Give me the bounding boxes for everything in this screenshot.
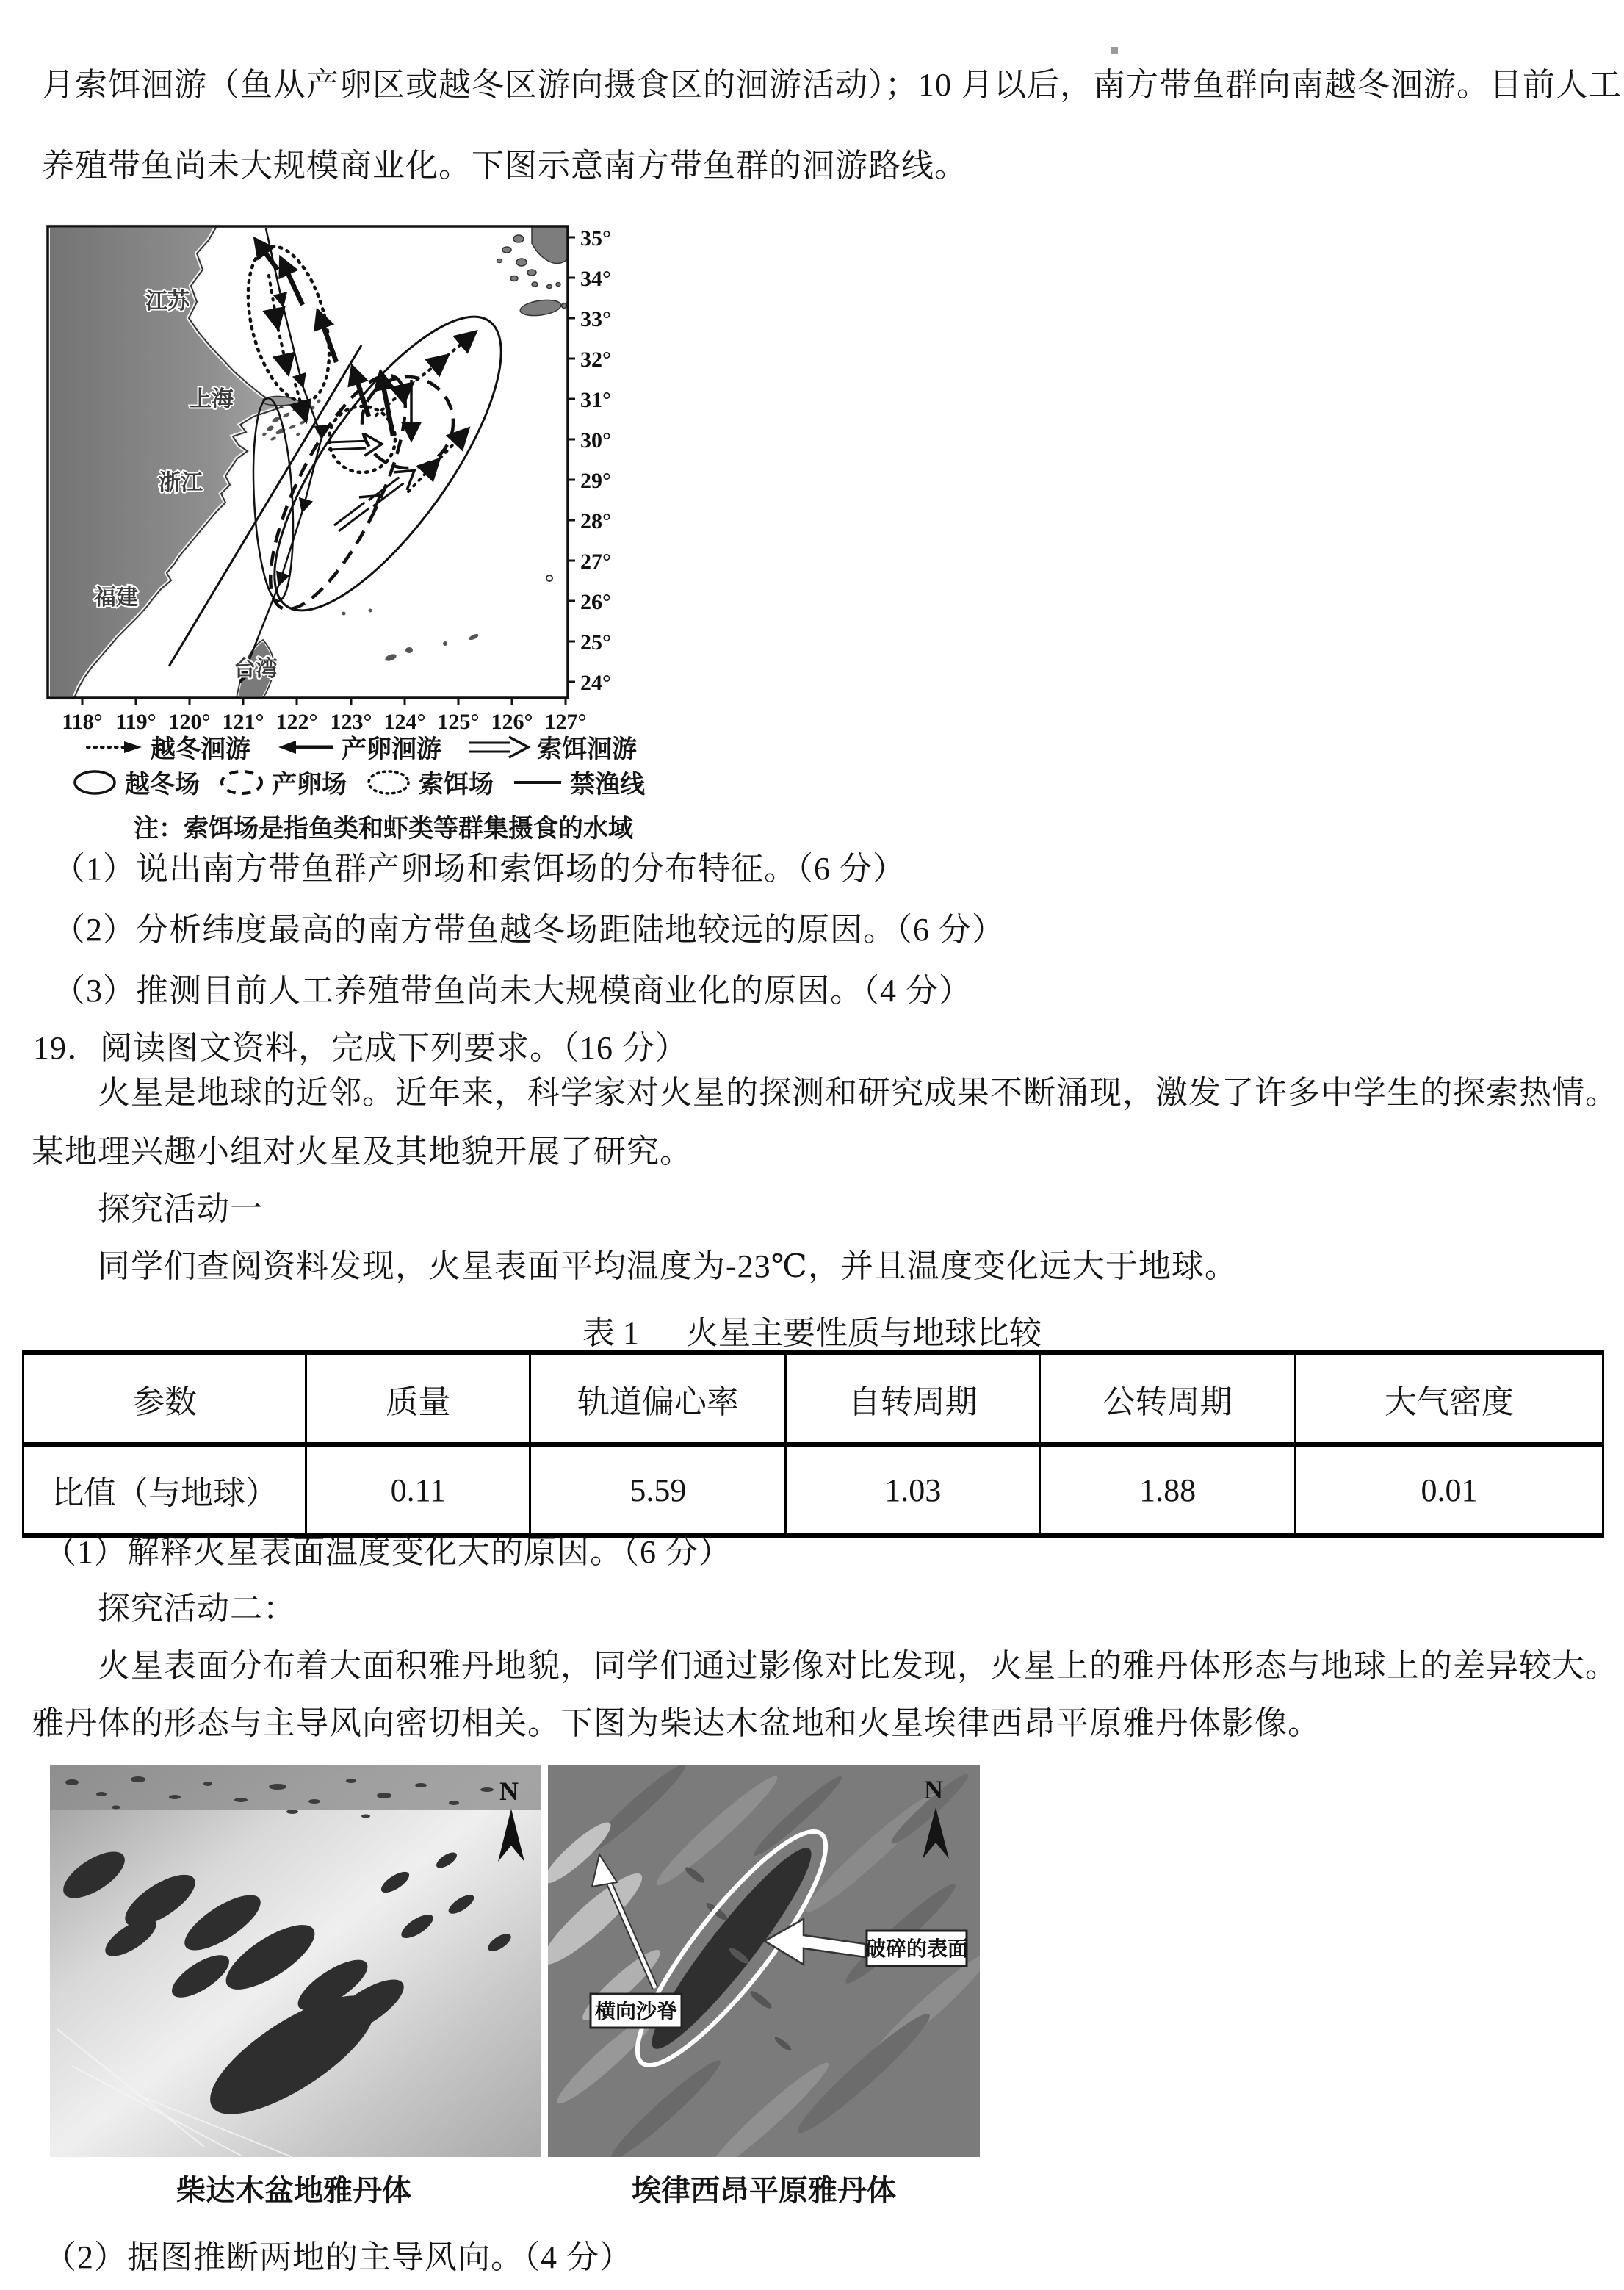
q19-activity-2: 探究活动二： — [98, 1591, 296, 1627]
lon-label: 122° — [275, 710, 318, 734]
q19-para-line-1: 火星表面分布着大面积雅丹地貌，同学们通过影像对比发现，火星上的雅丹体形态与地球上的差异较大。 — [98, 1648, 1618, 1684]
q19-activity-1: 探究活动一 — [98, 1191, 263, 1227]
solid-left-arrow-icon — [275, 735, 336, 760]
svg-text:破碎的表面: 破碎的表面 — [865, 1938, 969, 1961]
lat-label: 30° — [580, 428, 611, 453]
q19-activity-1-text: 同学们查阅资料发现，火星表面平均温度为-23℃，并且温度变化远大于地球。 — [98, 1248, 1238, 1284]
legend-feeding-ground — [366, 764, 494, 800]
lat-label: 27° — [580, 550, 611, 574]
lat-label: 25° — [580, 630, 611, 655]
elysium-yardang-image — [548, 1765, 980, 2157]
intro-line-2: 养殖带鱼尚未大规模商业化。下图示意南方带鱼群的洄游路线。 — [42, 148, 967, 184]
label-taiwan: 台湾 — [234, 657, 278, 681]
table-value-cell: 0.11 — [305, 1442, 529, 1533]
table-header-cell: 自转周期 — [784, 1355, 1039, 1442]
double-line-arrow-icon — [466, 735, 531, 760]
label-fujian: 福建 — [94, 586, 138, 610]
lon-label: 120° — [168, 710, 211, 734]
table-title-text: 火星主要性质与地球比较 — [686, 1315, 1042, 1351]
q19-intro-line-2: 某地理兴趣小组对火星及其地貌开展了研究。 — [32, 1134, 693, 1170]
lon-label: 123° — [330, 710, 372, 734]
table-header-cell: 大气密度 — [1294, 1355, 1602, 1442]
table-value-cell: 5.59 — [529, 1442, 784, 1533]
lon-label: 119° — [115, 710, 156, 734]
lon-label: 121° — [222, 710, 264, 734]
lat-label: 35° — [580, 226, 611, 251]
legend-label: 越冬场 — [125, 771, 200, 799]
svg-text:N: N — [499, 1776, 519, 1806]
solid-ellipse-icon — [72, 768, 119, 796]
legend-label: 禁渔线 — [570, 771, 645, 799]
table-header-cell: 质量 — [305, 1355, 529, 1442]
lat-label: 31° — [580, 388, 611, 412]
lat-label: 24° — [580, 671, 611, 695]
legend-row-grounds — [72, 764, 645, 800]
dotted-ellipse-icon — [366, 768, 413, 796]
migration-map — [44, 217, 617, 738]
question-1: （1）说出南方带鱼群产卵场和索饵场的分布特征。（6 分） — [53, 851, 906, 887]
ridge-label-box — [591, 1994, 682, 2028]
solid-line-icon — [513, 768, 564, 796]
svg-text:N: N — [924, 1775, 943, 1804]
scan-artifact-dot — [1111, 47, 1118, 54]
lon-label: 127° — [544, 710, 587, 734]
surface-label-box — [865, 1931, 968, 1966]
table-header-cell: 轨道偏心率 — [529, 1355, 784, 1442]
lon-label: 125° — [437, 710, 480, 734]
legend-label: 产卵场 — [272, 771, 347, 799]
legend-label: 索饵场 — [419, 771, 494, 799]
legend-wintering-ground — [72, 764, 200, 800]
mars-comparison-table — [22, 1350, 1604, 1538]
label-zhejiang: 浙江 — [159, 471, 203, 495]
right-figure-caption: 埃律西昂平原雅丹体 — [632, 2174, 896, 2207]
question-2: （2）分析纬度最高的南方带鱼越冬场距陆地较远的原因。（6 分） — [53, 912, 1005, 948]
label-shanghai: 上海 — [190, 387, 234, 411]
lat-label: 33° — [580, 307, 611, 331]
table-title-prefix: 表 1 — [582, 1315, 639, 1351]
q19-sub-question-1: （1）解释火星表面温度变化大的原因。（6 分） — [44, 1534, 732, 1570]
q19-intro-line-1: 火星是地球的近邻。近年来，科学家对火星的探测和研究成果不断涌现，激发了许多中学生的探索热情。 — [98, 1075, 1618, 1111]
question-19-heading: 19．阅读图文资料，完成下列要求。（16 分） — [33, 1030, 688, 1066]
table-header-cell: 参数 — [132, 1384, 198, 1420]
label-jiangsu: 江苏 — [145, 289, 190, 314]
table-title — [0, 1306, 1624, 1353]
q19-sub-question-2: （2）据图推断两地的主导风向。（4 分） — [44, 2239, 632, 2275]
dotted-arrow-icon — [84, 735, 145, 760]
lat-label: 34° — [580, 267, 611, 291]
lon-label: 126° — [491, 710, 533, 734]
legend-label: 越冬洄游 — [151, 736, 250, 763]
lat-label: 29° — [580, 469, 611, 493]
legend-note: 注：索饵场是指鱼类和虾类等群集摄食的水域 — [134, 815, 633, 843]
legend-row-migrations — [84, 729, 662, 765]
legend-label: 产卵洄游 — [342, 736, 441, 763]
table-row-label: 比值（与地球） — [24, 1442, 305, 1533]
dashed-ellipse-icon — [219, 768, 266, 796]
table-header-cell: 公转周期 — [1039, 1355, 1294, 1442]
table-value-cell: 1.03 — [784, 1442, 1039, 1533]
legend-spawning-migration — [275, 729, 441, 765]
legend-label: 索饵洄游 — [537, 736, 637, 763]
left-figure-caption: 柴达木盆地雅丹体 — [176, 2174, 411, 2207]
q19-para-line-2: 雅丹体的形态与主导风向密切相关。下图为柴达木盆地和火星埃律西昂平原雅丹体影像。 — [32, 1705, 1321, 1741]
qaidam-yardang-image — [50, 1765, 541, 2157]
legend-winter-migration — [84, 729, 250, 765]
lat-label: 32° — [580, 348, 611, 372]
table-value-cell: 0.01 — [1294, 1442, 1602, 1533]
question-3: （3）推测目前人工养殖带鱼尚未大规模商业化的原因。（4 分） — [53, 973, 972, 1009]
legend-fishing-ban-line — [513, 764, 645, 800]
dark-horizon-band — [50, 1765, 541, 1810]
intro-line-1: 月索饵洄游（鱼从产卵区或越冬区游向摄食区的洄游活动）；10 月以后，南方带鱼群向南越冬洄游。目前人工 — [42, 67, 1622, 103]
lon-label: 124° — [383, 710, 426, 734]
legend-feeding-migration — [466, 729, 637, 765]
legend-spawning-ground — [219, 764, 347, 800]
latitude-labels — [580, 226, 611, 695]
lat-label: 26° — [580, 590, 611, 614]
table-value-cell: 1.88 — [1039, 1442, 1294, 1533]
lon-label: 118° — [62, 710, 103, 734]
lat-label: 28° — [580, 509, 611, 533]
svg-text:横向沙脊: 横向沙脊 — [594, 2001, 678, 2023]
